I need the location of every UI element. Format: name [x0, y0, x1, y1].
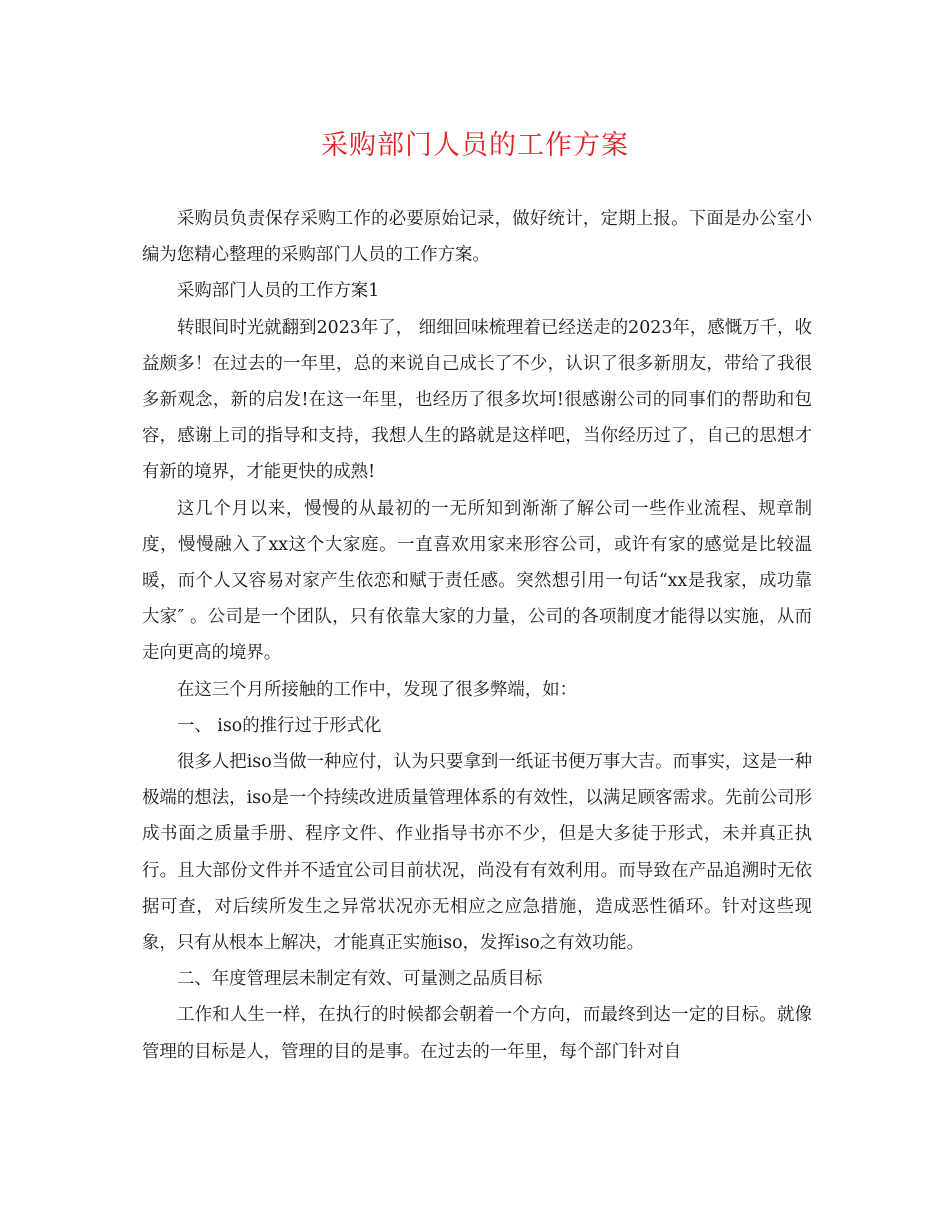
- intro-paragraph: 采购员负责保存采购工作的必要原始记录，做好统计，定期上报。下面是办公室小编为您精心整理的采购部门人员的工作方案。: [142, 209, 812, 266]
- section-heading: 采购部门人员的工作方案1: [177, 281, 380, 302]
- body-paragraph: 很多人把iso当做一种应付，认为只要拿到一纸证书便万事大吉。而事实，这是一种极端的想法，iso是一个持续改进质量管理体系的有效性，以满足顾客需求。先前公司形成书面之质量手册、程序文件、作业指导书亦不少，但是大多徒于形式，未并真正执行。且大部份文件并不适宜公司目前状况，尚没有有效利用。而导致在产品追溯时无依据可查，对后续所发生之异常状况亦无相应之应急措施，造成恶性循环。针对这些现象，只有从根本上解决，才能真正实施iso，发挥iso之有效功能。: [142, 752, 812, 954]
- body-paragraph: 在这三个月所接触的工作中，发现了很多弊端，如：: [177, 679, 577, 700]
- body-paragraph: 工作和人生一样，在执行的时候都会朝着一个方向，而最终到达一定的目标。就像管理的目标是人，管理的目的是事。在过去的一年里，每个部门针对自: [142, 1005, 812, 1062]
- subheading-iso: 一、 iso的推行过于形式化: [177, 715, 382, 736]
- subheading-quality-goals: 二、年度管理层未制定有效、可量测之品质目标: [177, 969, 543, 990]
- document-body: [142, 201, 812, 1070]
- body-paragraph: 这几个月以来，慢慢的从最初的一无所知到渐渐了解公司一些作业流程、规章制度，慢慢融入了xx这个大家庭。一直喜欢用家来形容公司，或许有家的感觉是比较温暖，而个人又容易对家产生依恋和赋于责任感。突然想引用一句话“xx是我家，成功靠大家″ 。公司是一个团队，只有依靠大家的力量，公司的各项制度才能得以实施，从而走向更高的境界。: [142, 498, 812, 664]
- document-title: 采购部门人员的工作方案: [321, 130, 629, 161]
- body-paragraph: 转眼间时光就翻到2023年了， 细细回味梳理着已经送走的2023年，感慨万千，收益颇多！在过去的一年里，总的来说自己成长了不少，认识了很多新朋友，带给了我很多新观念，新的启发!在这一年里，也经历了很多坎坷!很感谢公司的同事们的帮助和包容，感谢上司的指导和支持，我想人生的路就是这样吧，当你经历过了，自己的思想才有新的境界，才能更快的成熟!: [142, 317, 812, 483]
